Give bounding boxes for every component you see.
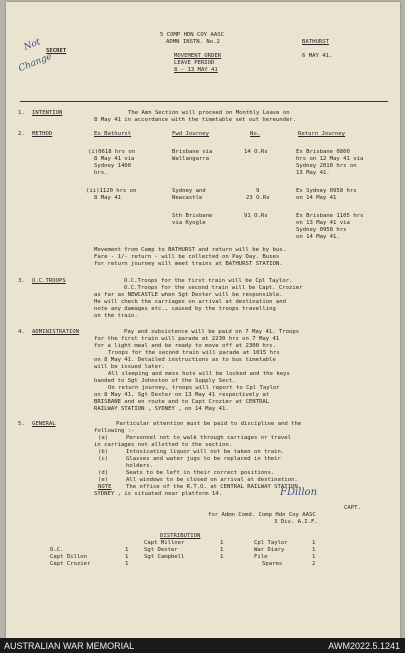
row-2-departure-1: (ii)1120 hrs on — [86, 188, 137, 194]
header-unit: 5 COMP HDN COY AASC — [160, 32, 224, 38]
item-d-line-1: Seats to be left in their correct positions. — [126, 470, 275, 476]
row-1-departure-2: 8 May 41 via — [94, 156, 135, 162]
header-instruction: ADMN INSTN. No.2 — [166, 39, 220, 45]
section-4-line-2: for the first train will parade at 2230 hrs on 7 May 41 — [94, 336, 280, 342]
row-1-return-4: 13 May 41. — [296, 170, 330, 176]
table-header-number: No. — [250, 131, 261, 137]
row-1-forward-1: Brisbane via — [172, 149, 213, 155]
section-4-line-4: Troops for the second train will parade at 1015 hrs — [108, 350, 280, 356]
dist-col3-name-2: War Diary — [254, 547, 285, 553]
row-2-return-2: on 14 May 41 — [296, 195, 337, 201]
row-2-number-2: 23 O.Rs — [246, 195, 270, 201]
item-b-marker: (b) — [98, 449, 109, 455]
section-3-line-5: note any damages etc., caused by the troops travelling — [94, 306, 276, 312]
item-c-line-2: holders. — [126, 463, 153, 469]
note-label: NOTE — [98, 484, 112, 490]
note-line-1: The office of the R.T.O. at CENTRAL RAILWAY STATION, — [126, 484, 302, 490]
section-2-number: 2. — [18, 131, 25, 137]
section-4-line-3: for a light meal and be ready to move off at 2300 hrs. — [94, 343, 276, 349]
row-1-return-1: Ex Brisbane 0800 — [296, 149, 350, 155]
dist-col1-name-2: Capt Dillon — [50, 554, 88, 560]
section-4-title: ADMINISTRATION — [32, 329, 80, 335]
item-d-marker: (d) — [98, 470, 109, 476]
row-1-number-1: 14 O.Rs — [244, 149, 268, 155]
row-3-return-2: on 13 May 41 via — [296, 220, 350, 226]
row-3-return-4: on 14 May 41. — [296, 234, 340, 240]
section-5-number: 5. — [18, 421, 25, 427]
item-e-line-1: All windows to be closed on arrival at destination. — [126, 477, 298, 483]
distribution-title: DISTRIBUTION — [160, 533, 201, 539]
date: 6 MAY 41. — [302, 53, 333, 59]
dist-col3-name-1: Cpl Taylor — [254, 540, 288, 546]
secret-marking: SECRET — [46, 48, 67, 54]
section-5-title: GENERAL — [32, 421, 56, 427]
document-page — [6, 2, 400, 638]
section-2-after-1: Movement from Camp to BATHURST and return will be by bus. — [94, 247, 286, 253]
item-a-marker: (a) — [98, 435, 109, 441]
item-a-line-2: in carriages not allotted to the section. — [94, 442, 233, 448]
section-3-title: O.C.TROOPS — [32, 278, 66, 284]
row-3-forward-2: via Kyogle — [172, 220, 206, 226]
section-4-line-11: BRISBANE and en route and to Capt Crozier at CENTRAL — [94, 399, 270, 405]
dist-col2-name-3: Sgt Campbell — [144, 554, 185, 560]
signature-for: for Admn Comd. Comp Hdn Coy AASC — [208, 512, 316, 518]
row-3-return-3: Sydney 0958 hrs — [296, 227, 347, 233]
section-5-intro-1: Particular attention must be paid to discipline and the — [116, 421, 302, 427]
section-3-line-2: O.C.Troops for the second train will be Capt. Crozier — [124, 285, 303, 291]
header-title: MOVEMENT ORDER — [174, 53, 222, 59]
dist-col1-qty-3: 1 — [125, 561, 129, 567]
section-4-line-1: Pay and subsistence will be paid on 7 May 41. Troops — [124, 329, 300, 335]
header-leave: LEAVE PERIOD — [174, 60, 215, 66]
table-header-forward: Fwd Journey — [172, 131, 210, 137]
row-2-forward-2: Newcastle — [172, 195, 203, 201]
row-2-departure-2: 8 May 41 — [94, 195, 121, 201]
top-rule — [20, 101, 388, 102]
section-1-number: 1. — [18, 110, 25, 116]
row-1-departure-3: Sydney 1400 — [94, 163, 132, 169]
dist-col3-qty-3: 1 — [312, 554, 316, 560]
row-3-forward-1: Sth Brisbane — [172, 213, 213, 219]
row-1-return-2: hrs on 12 May 41 via — [296, 156, 364, 162]
section-2-after-3: for return journey will meet trains at BATHURST STATION. — [94, 261, 283, 267]
footer-right: AWM2022.5.1241 — [328, 641, 400, 651]
item-c-marker: (c) — [98, 456, 109, 462]
header-period: 8 - 13 MAY 41 — [174, 67, 218, 73]
item-a-line-1: Personnel not to walk through carriages or travel — [126, 435, 292, 441]
section-1-line-2: 8 May 41 in accordance with the timetable set out hereunder. — [94, 117, 297, 123]
section-4-number: 4. — [18, 329, 25, 335]
dist-col2-name-1: Capt Millner — [144, 540, 185, 546]
dist-col3-name-4: Spares — [262, 561, 283, 567]
row-2-forward-1: Sydney and — [172, 188, 206, 194]
section-4-line-12: RAILWAY STATION , SYDNEY , on 14 May 41. — [94, 406, 229, 412]
note-line-2: SYDNEY , is situated near platform 14. — [94, 491, 222, 497]
row-3-return-1: Ex Brisbane 1105 hrs — [296, 213, 364, 219]
dist-col3-qty-1: 1 — [312, 540, 316, 546]
dist-col3-name-3: File — [254, 554, 268, 560]
archive-footer — [0, 638, 405, 653]
dist-col3-qty-2: 1 — [312, 547, 316, 553]
handwritten-note-bottom: Change — [17, 51, 54, 75]
section-5-intro-2: following :- — [94, 428, 135, 434]
section-4-line-6: will be issued later. — [94, 364, 165, 370]
dist-col2-qty-3: 1 — [220, 554, 224, 560]
dist-col2-qty-1: 1 — [220, 540, 224, 546]
item-e-marker: (e) — [98, 477, 109, 483]
row-3-number-1: 91 O.Rs — [244, 213, 268, 219]
signature-rank: CAPT. — [344, 505, 361, 511]
section-4-line-9: On return journey, troops will report to Cpl Taylor — [108, 385, 280, 391]
section-3-line-4: He will check the carriages on arrival at destination and — [94, 299, 286, 305]
section-2-after-2: Fare - 1/- return - will be collected on Pay Day. Buses — [94, 254, 280, 260]
handwritten-note-top: Not — [22, 37, 43, 53]
dist-col3-qty-4: 2 — [312, 561, 316, 567]
section-3-line-1: O.C.Troops for the first train will be Cpl Taylor. — [124, 278, 293, 284]
signature-division: 3 Div. A.I.F. — [274, 519, 318, 525]
section-3-line-3: as far as NEWCASTLE when Sgt Dexter will be responsible. — [94, 292, 283, 298]
section-4-line-8: handed to Sgt Johnston of the Supply Sect. — [94, 378, 236, 384]
table-header-departure: Ex Bathurst — [94, 131, 132, 137]
dist-col1-qty-2: 1 — [125, 554, 129, 560]
footer-left: AUSTRALIAN WAR MEMORIAL — [4, 641, 135, 651]
section-4-line-10: on 8 May 41, Sgt Dexter on 13 May 41 respectively at — [94, 392, 270, 398]
signature: FDillon — [280, 487, 318, 498]
section-1-title: INTENTION — [32, 110, 63, 116]
item-c-line-1: Glasses and water jugs to be replaced in their — [126, 456, 281, 462]
section-1-line-1: The Amn Section will proceed on Monthly Leave on — [128, 110, 290, 116]
section-4-line-5: on 8 May 41. Detailed instructions as to bus timetable — [94, 357, 276, 363]
row-1-return-3: Sydney 2010 hrs on — [296, 163, 357, 169]
dist-col2-name-2: Sgt Dexter — [144, 547, 178, 553]
section-2-title: METHOD — [32, 131, 53, 137]
row-1-departure-1: (i)0618 hrs on — [88, 149, 136, 155]
section-3-number: 3. — [18, 278, 25, 284]
section-3-line-6: on the train. — [94, 313, 138, 319]
dist-col2-qty-2: 1 — [220, 547, 224, 553]
section-4-line-7: All sleeping and mess huts will be locked and the keys — [108, 371, 290, 377]
item-b-line-1: Intoxicating liquor will not be taken on train. — [126, 449, 285, 455]
row-2-number-1: 9 — [256, 188, 260, 194]
place: BATHURST — [302, 39, 329, 45]
row-1-departure-4: hrs. — [94, 170, 108, 176]
dist-col1-name-1: O.C. — [50, 547, 64, 553]
row-1-forward-2: Wallangarra — [172, 156, 210, 162]
dist-col1-qty-1: 1 — [125, 547, 129, 553]
row-2-return-1: Ex Sydney 0958 hrs — [296, 188, 357, 194]
dist-col1-name-3: Capt Crozier — [50, 561, 91, 567]
table-header-return: Return Journey — [298, 131, 346, 137]
